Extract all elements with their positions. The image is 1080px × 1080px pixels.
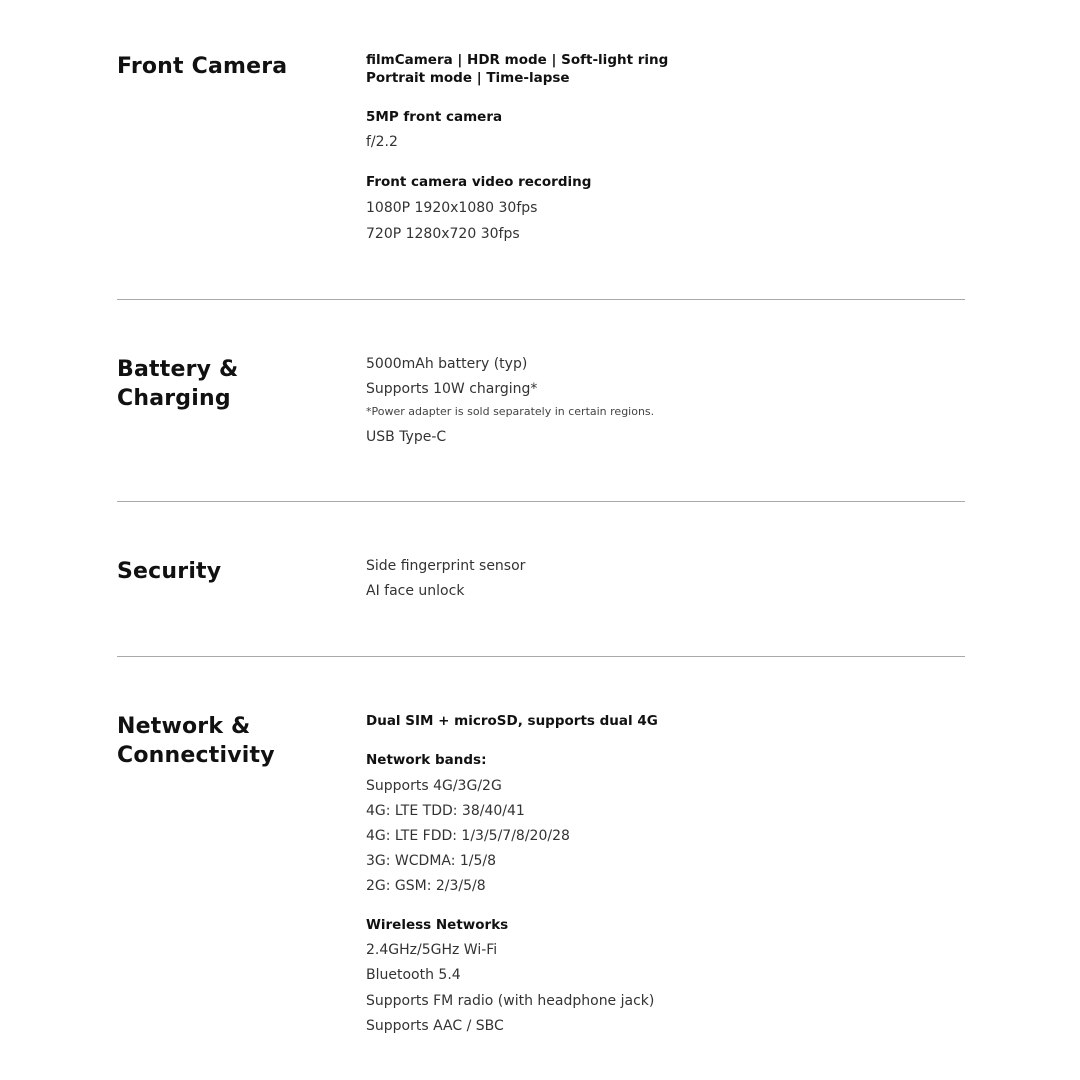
section-title: Battery & <box>117 357 239 382</box>
spec-value: f/2.2 <box>366 134 398 150</box>
spec-value: Bluetooth 5.4 <box>366 967 461 983</box>
spec-value: 720P 1280x720 30fps <box>366 226 520 242</box>
spec-value: USB Type-C <box>366 429 447 445</box>
spec-heading: Front camera video recording <box>366 174 592 190</box>
divider <box>117 656 965 657</box>
spec-heading: Network bands: <box>366 752 487 768</box>
spec-value: Supports 10W charging* <box>366 381 538 397</box>
spec-value: 1080P 1920x1080 30fps <box>366 200 538 216</box>
spec-value: Supports AAC / SBC <box>366 1018 504 1034</box>
spec-value: Side fingerprint sensor <box>366 558 526 574</box>
section-title: Connectivity <box>117 743 275 768</box>
spec-value: 2.4GHz/5GHz Wi-Fi <box>366 942 498 958</box>
spec-value: Supports 4G/3G/2G <box>366 778 502 794</box>
spec-heading: Wireless Networks <box>366 917 509 933</box>
features-line: Portrait mode | Time-lapse <box>366 70 570 86</box>
spec-value: 2G: GSM: 2/3/5/8 <box>366 878 486 894</box>
features-line: filmCamera | HDR mode | Soft-light ring <box>366 52 669 68</box>
spec-heading: Dual SIM + microSD, supports dual 4G <box>366 713 658 729</box>
spec-value: 3G: WCDMA: 1/5/8 <box>366 853 497 869</box>
divider <box>117 299 965 300</box>
divider <box>117 501 965 502</box>
spec-value: Supports FM radio (with headphone jack) <box>366 993 655 1009</box>
spec-value: 4G: LTE TDD: 38/40/41 <box>366 803 525 819</box>
section-title: Security <box>117 559 222 584</box>
footnote: *Power adapter is sold separately in certain regions. <box>366 405 655 418</box>
spec-value: AI face unlock <box>366 583 465 599</box>
spec-heading: 5MP front camera <box>366 109 503 125</box>
section-title: Charging <box>117 386 231 411</box>
section-title: Front Camera <box>117 54 288 79</box>
spec-value: 5000mAh battery (typ) <box>366 356 528 372</box>
spec-value: 4G: LTE FDD: 1/3/5/7/8/20/28 <box>366 828 570 844</box>
section-title: Network & <box>117 714 251 739</box>
